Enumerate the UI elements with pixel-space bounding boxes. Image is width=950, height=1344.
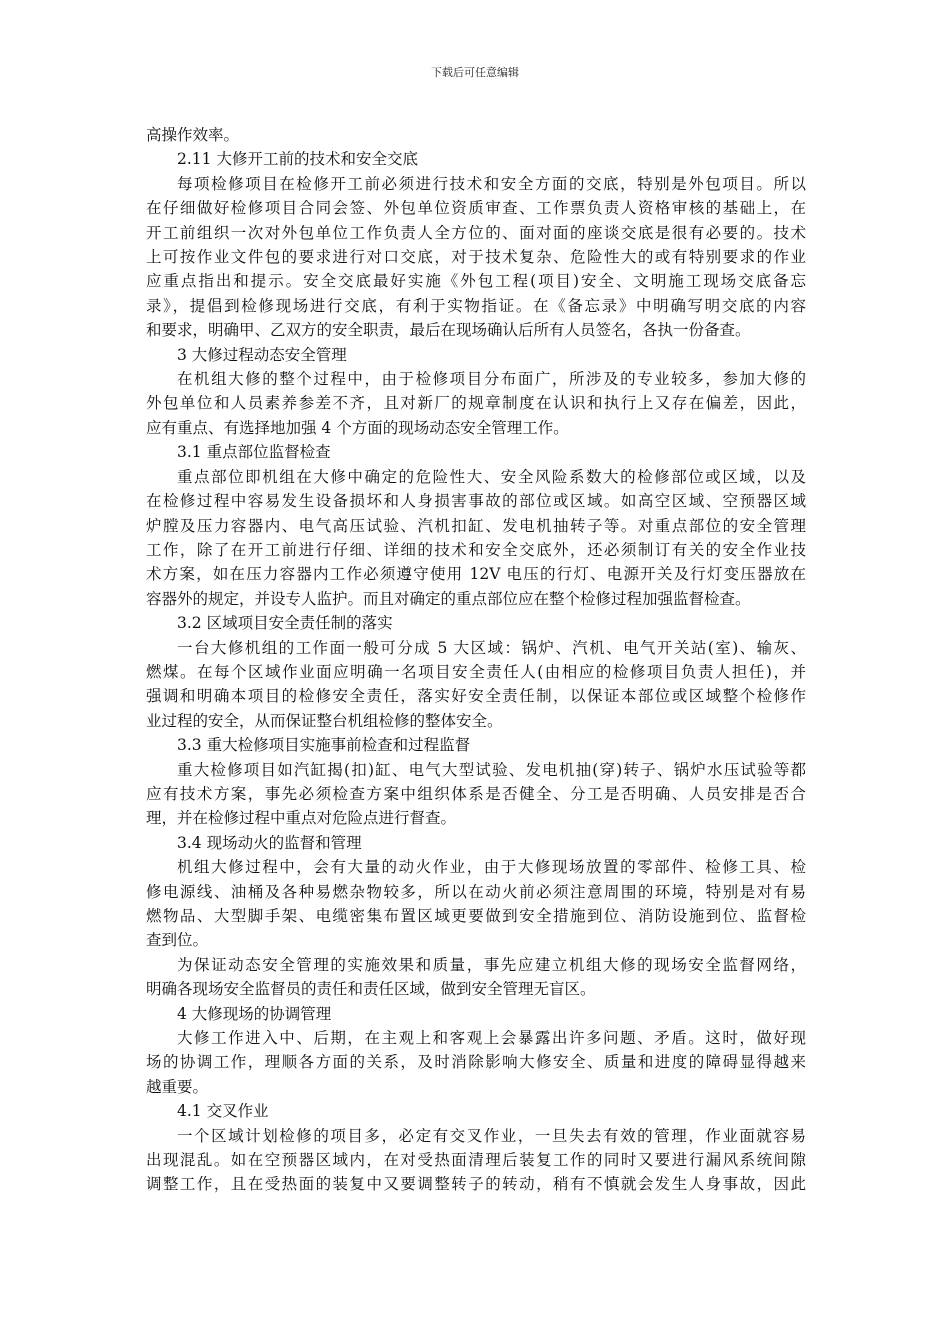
paragraph-first-line: 4 大修现场的协调管理 (177, 1004, 332, 1023)
paragraph-line: 炉膛及压力容器内、电气高压试验、汽机扣缸、发电机抽转子等。对重点部位的安全管理 (146, 516, 806, 535)
paragraph-first-line: 4.1 交叉作业 (177, 1102, 269, 1121)
paragraph-first-line: 3.4 现场动火的监督和管理 (177, 833, 362, 852)
paragraph-line: 越重要。 (146, 1077, 209, 1096)
paragraph-first-line: 一个区域计划检修的项目多，必定有交叉作业，一旦失去有效的管理，作业面就容易 (177, 1126, 806, 1145)
paragraph-line: 调整工作，且在受热面的装复中又要调整转子的转动，稍有不慎就会发生人身事故，因此 (146, 1175, 806, 1194)
paragraph-line: 查到位。 (146, 931, 209, 950)
paragraph-line: 理，并在检修过程中重点对危险点进行督查。 (146, 809, 457, 828)
paragraph-line: 业过程的安全，从而保证整台机组检修的整体安全。 (146, 711, 503, 730)
paragraph-line: 强调和明确本项目的检修安全责任，落实好安全责任制，以保证本部位或区域整个检修作 (146, 687, 806, 706)
paragraph-first-line: 机组大修过程中，会有大量的动火作业，由于大修现场放置的零部件、检修工具、检 (177, 858, 806, 877)
paragraph-line: 在仔细做好检修项目合同会签、外包单位资质审查、工作票负责人资格审核的基础上，在 (146, 199, 806, 218)
paragraph-first-line: 为保证动态安全管理的实施效果和质量，事先应建立机组大修的现场安全监督网络， (177, 955, 806, 974)
paragraph-first-line: 重点部位即机组在大修中确定的危险性大、安全风险系数大的检修部位或区域，以及 (177, 467, 806, 486)
paragraph-line: 在检修过程中容易发生设备损坏和人身损害事故的部位或区域。如高空区域、空预器区域 (146, 492, 806, 511)
document-body (146, 123, 806, 1197)
paragraph-line: 燃物品、大型脚手架、电缆密集布置区域更要做到安全措施到位、消防设施到位、监督检 (146, 907, 806, 925)
paragraph-line: 上可按作业文件包的要求进行对口交底，对于技术复杂、危险性大的或有特别要求的作业 (146, 248, 806, 267)
paragraph-line: 术方案，如在压力容器内工作必须遵守使用 12V 电压的行灯、电源开关及行灯变压器放在 (146, 565, 806, 584)
paragraph-line: 明确各现场安全监督员的责任和责任区域，做到安全管理无盲区。 (146, 980, 596, 999)
paragraph-line: 应有重点、有选择地加强 4 个方面的现场动态安全管理工作。 (146, 418, 569, 437)
paragraph-line: 应有技术方案，事先必须检查方案中组织体系是否健全、分工是否明确、人员安排是否合 (146, 784, 806, 803)
paragraph-first-line: 2.11 大修开工前的技术和安全交底 (177, 150, 418, 169)
paragraph-line: 录》，提倡到检修现场进行交底，有利于实物指证。在《备忘录》中明确写明交底的内容 (146, 296, 806, 315)
paragraph-line: 修电源线、油桶及各种易燃杂物较多，所以在动火前必须注意周围的环境，特别是对有易 (146, 882, 806, 901)
paragraph-line: 工作，除了在开工前进行仔细、详细的技术和安全交底外，还必须制订有关的安全作业技 (146, 540, 806, 559)
paragraph-first-line: 在机组大修的整个过程中，由于检修项目分布面广，所涉及的专业较多，参加大修的 (177, 370, 806, 389)
paragraph-first-line: 3.2 区域项目安全责任制的落实 (177, 614, 393, 633)
paragraph-first-line: 3.3 重大检修项目实施事前检查和过程监督 (177, 736, 471, 755)
paragraph-line: 和要求，明确甲、乙双方的安全职责，最后在现场确认后所有人员签名，各执一份备查。 (146, 321, 751, 340)
paragraph-line: 外包单位和人员素养参差不齐，且对新厂的规章制度在认识和执行上又存在偏差，因此， (146, 394, 806, 413)
paragraph-first-line: 大修工作进入中、后期，在主观上和客观上会暴露出许多问题、矛盾。这时，做好现 (177, 1029, 806, 1048)
paragraph-line: 出现混乱。如在空预器区域内，在对受热面清理后装复工作的同时又要进行漏风系统间隙 (146, 1151, 806, 1170)
paragraph-line: 容器外的规定，并设专人监护。而且对确定的重点部位应在整个检修过程加强监督检查。 (146, 589, 751, 608)
paragraph-first-line: 一台大修机组的工作面一般可分成 5 大区域：锅炉、汽机、电气开关站(室)、输灰、 (177, 638, 806, 657)
paragraph-first-line: 3 大修过程动态安全管理 (177, 345, 347, 364)
paragraph-first-line: 重大检修项目如汽缸揭(扣)缸、电气大型试验、发电机抽(穿)转子、锅炉水压试验等都 (177, 760, 806, 779)
paragraph-line: 高操作效率。 (146, 126, 240, 144)
paragraph-line: 燃煤。在每个区域作业面应明确一名项目安全责任人(由相应的检修项目负责人担任)，并 (146, 662, 806, 681)
paragraph-first-line: 3.1 重点部位监督检查 (177, 443, 331, 462)
page-header: 下载后可任意编辑 (431, 66, 519, 79)
paragraph-line: 开工前组织一次对外包单位工作负责人全方位的、面对面的座谈交底是很有必要的。技术 (146, 223, 806, 242)
paragraph-first-line: 每项检修项目在检修开工前必须进行技术和安全方面的交底，特别是外包项目。所以 (177, 174, 806, 193)
paragraph-line: 应重点指出和提示。安全交底最好实施《外包工程(项目)安全、文明施工现场交底备忘 (146, 272, 806, 291)
paragraph-line: 场的协调工作，理顺各方面的关系，及时消除影响大修安全、质量和进度的障碍显得越来 (146, 1053, 806, 1072)
